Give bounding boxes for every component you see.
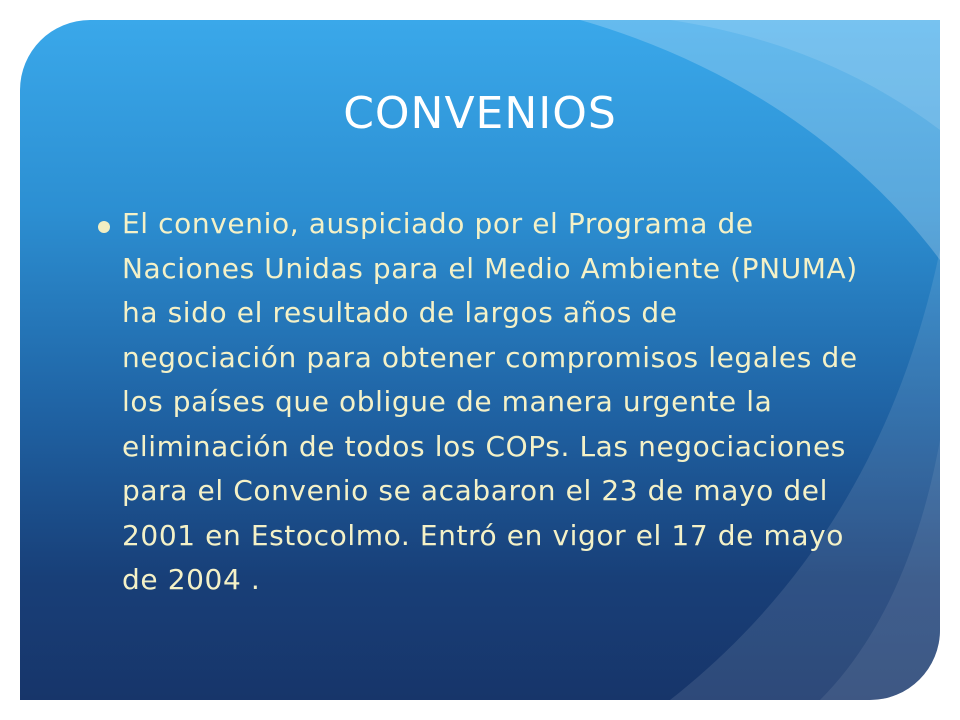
bullet-item (98, 202, 858, 603)
bullet-list (98, 202, 858, 603)
slide (20, 20, 940, 700)
bullet-icon (98, 221, 110, 233)
slide-title: CONVENIOS (343, 88, 617, 139)
bullet-text: El convenio, auspiciado por el Programa de Naciones Unidas para el Medio Ambiente (PNUMA) ha sido el resultado de largos años de negociación para obtener compromisos legales de los países que obligue de manera urgente la eliminación de todos los COPs. Las negociaciones para el Convenio se acabaron el 23 de mayo del 2001 en Estocolmo. Entró en vigor el 17 de mayo de 2004 . (122, 207, 858, 596)
